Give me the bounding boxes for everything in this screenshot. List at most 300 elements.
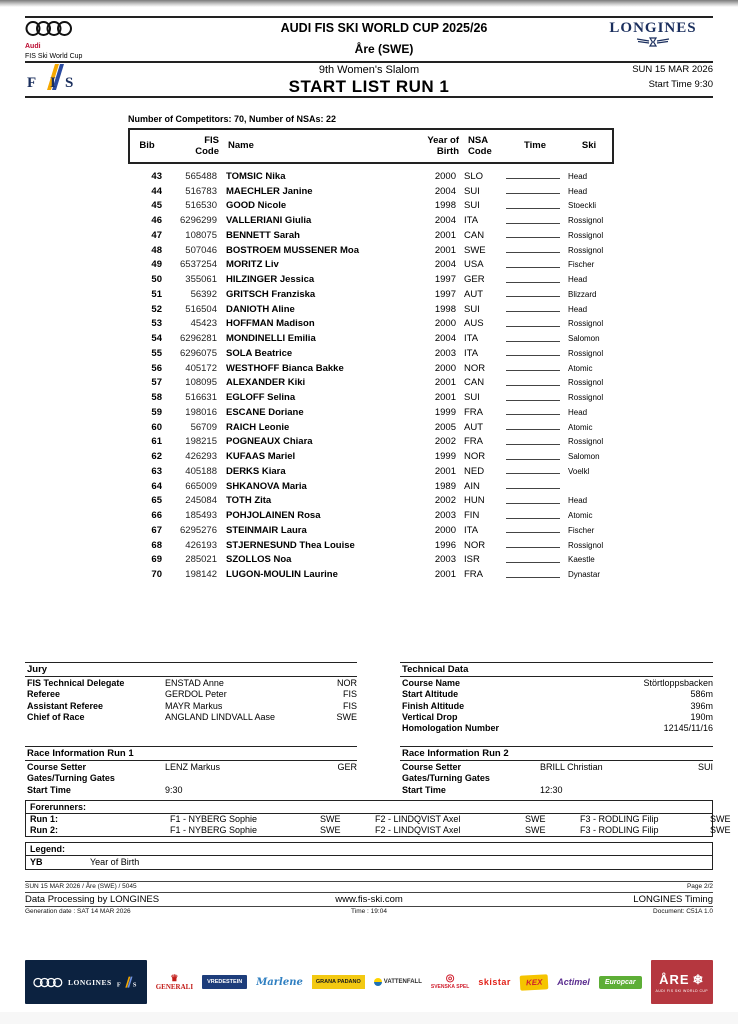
- competitor-name: SZOLLOS Noa: [226, 554, 292, 566]
- partner-logos: [156, 974, 642, 991]
- document-code: Document: C51A 1.0: [653, 908, 713, 915]
- competitor-row: [128, 435, 614, 450]
- ski-brand: Rossignol: [568, 245, 604, 255]
- sponsor-logo-skistar: skistar: [478, 977, 511, 987]
- nsa-code: CAN: [464, 377, 485, 389]
- fis-code: 516504: [185, 303, 217, 315]
- nsa-code: ITA: [464, 333, 479, 345]
- ski-brand: Dynastar: [568, 570, 601, 580]
- fis-code: 516530: [185, 200, 217, 212]
- time-blank-line: [506, 259, 560, 268]
- audi-brand-text: Audi: [25, 43, 41, 50]
- fis-code: 665009: [185, 480, 217, 492]
- document-title: START LIST RUN 1: [288, 77, 450, 96]
- nsa-code: SUI: [464, 303, 480, 315]
- forerunner-f2-nation: SWE: [525, 824, 546, 835]
- competitor-name: WESTHOFF Bianca Bakke: [226, 362, 344, 374]
- competitor-name: VALLERIANI Giulia: [226, 215, 312, 227]
- info-label: Start Time: [27, 784, 71, 795]
- are-sub-text: AUDI FIS SKI WORLD CUP: [655, 988, 709, 993]
- ski-brand: Rossignol: [568, 348, 604, 358]
- time-blank-line: [506, 524, 560, 533]
- ski-brand: Rossignol: [568, 437, 604, 447]
- bib-number: 52: [151, 303, 162, 315]
- date-time-block: [563, 64, 713, 95]
- year-of-birth: 1996: [434, 539, 456, 551]
- time-cell: [502, 274, 564, 286]
- jury-row: [25, 689, 357, 700]
- competitor-row: [128, 538, 614, 553]
- bib-number: 65: [151, 495, 162, 507]
- nsa-code: FRA: [464, 569, 483, 581]
- page-bottom-margin: [0, 1012, 738, 1024]
- audi-rings-icon: [25, 20, 73, 37]
- footer-line-1: [25, 883, 713, 890]
- ski-brand: Head: [568, 407, 588, 417]
- svenska-spel-icon: ◎: [445, 973, 455, 984]
- year-of-birth: 2002: [434, 495, 456, 507]
- ski-brand: Head: [568, 171, 588, 181]
- competitor-row: [128, 346, 614, 361]
- sponsor-label: GENERALI: [155, 982, 194, 991]
- competitor-name: RAICH Leonie: [226, 421, 290, 433]
- info-label: Course Name: [402, 678, 461, 688]
- competitor-row: [128, 553, 614, 568]
- competitor-row: [128, 302, 614, 317]
- fis-logo-icon: [25, 64, 77, 92]
- competitors-summary: Number of Competitors: 70, Number of NSAs: 22: [128, 114, 337, 124]
- bib-number: 50: [151, 274, 162, 286]
- are-host-logo: [651, 960, 713, 1004]
- nsa-code: SUI: [464, 200, 480, 212]
- svg-text:F: F: [27, 75, 37, 91]
- header-rule-top: [25, 16, 713, 18]
- ski-brand: Blizzard: [568, 289, 597, 299]
- fis-code: 198215: [185, 436, 217, 448]
- info-label: Referee: [27, 689, 61, 700]
- sponsor-logo-svenska: [431, 974, 469, 990]
- fis-code: 355061: [185, 274, 217, 286]
- snowflake-icon: ❄: [692, 971, 705, 987]
- svg-text:S: S: [65, 75, 74, 91]
- ski-brand: Head: [568, 275, 588, 285]
- forerunner-f2: F2 - LINDQVIST Axel: [375, 824, 461, 835]
- forerunner-run-label: Run 1:: [30, 814, 58, 824]
- competitor-row: [128, 390, 614, 405]
- ski-brand: Rossignol: [568, 319, 604, 329]
- technical-data-row: [400, 701, 713, 712]
- nsa-code: AUS: [464, 318, 484, 330]
- time-blank-line: [506, 392, 560, 401]
- time-cell: [502, 200, 564, 212]
- forerunner-row: [26, 824, 731, 836]
- bib-number: 51: [151, 288, 162, 300]
- header-titles: [175, 20, 593, 60]
- technical-data-row: [400, 678, 713, 689]
- forerunners-heading: Forerunners:: [26, 801, 712, 814]
- jury-row: [25, 712, 357, 723]
- bib-number: 58: [151, 392, 162, 404]
- time-blank-line: [506, 465, 560, 474]
- competitor-name: GOOD Nicole: [226, 200, 287, 212]
- are-wordmark: ÅRE: [659, 972, 690, 987]
- race-info-row: [25, 773, 357, 784]
- col-fis-code: FIS Code: [195, 134, 219, 157]
- time-blank-line: [506, 318, 560, 327]
- forerunner-f3-nation: SWE: [710, 814, 731, 824]
- time-blank-line: [506, 451, 560, 460]
- sponsor-logo-vattenfall: [374, 978, 422, 986]
- info-value: 12:30: [540, 784, 563, 795]
- info-label: Vertical Drop: [402, 711, 458, 722]
- competitor-row: [128, 479, 614, 494]
- ski-brand: Kaestle: [568, 555, 595, 565]
- sponsor-logo-kex: KEX: [519, 974, 548, 990]
- year-of-birth: 1999: [434, 406, 456, 418]
- technical-data-row: [400, 712, 713, 723]
- ski-brand: Rossignol: [568, 393, 604, 403]
- info-label: Assistant Referee: [27, 700, 104, 711]
- bib-number: 44: [151, 185, 162, 197]
- year-of-birth: 2004: [434, 333, 456, 345]
- info-label: Finish Altitude: [402, 700, 465, 711]
- year-of-birth: 2001: [434, 377, 456, 389]
- info-value: GERDOL Peter: [165, 689, 227, 700]
- competitor-name: SOLA Beatrice: [226, 347, 293, 359]
- svg-text:F: F: [117, 980, 122, 988]
- ski-brand: Fischer: [568, 525, 595, 535]
- info-nation: FIS: [342, 689, 357, 700]
- competitor-name: MAECHLER Janine: [226, 185, 313, 197]
- competitor-name: HILZINGER Jessica: [226, 274, 315, 286]
- info-value: Störtloppsbacken: [643, 678, 713, 688]
- year-of-birth: 2004: [434, 259, 456, 271]
- year-of-birth: 2001: [434, 465, 456, 477]
- ski-brand: Stoeckli: [568, 201, 597, 211]
- longines-sponsor-logo: LONGINES: [68, 977, 112, 987]
- competitor-name: POGNEAUX Chiara: [226, 436, 313, 448]
- info-value: 190m: [690, 711, 713, 722]
- sponsor-logo-europcar: Europcar: [599, 976, 642, 989]
- competitor-row: [128, 287, 614, 302]
- fis-code: 6537254: [180, 259, 217, 271]
- nsa-code: ITA: [464, 347, 479, 359]
- nsa-code: ITA: [464, 524, 479, 536]
- fis-code: 405172: [185, 362, 217, 374]
- forerunner-row: [26, 814, 731, 825]
- fis-code: 6295276: [180, 524, 217, 536]
- info-value: 586m: [690, 689, 713, 700]
- bib-number: 45: [151, 200, 162, 212]
- competitor-row: [128, 494, 614, 509]
- ski-brand: Salomon: [568, 452, 600, 462]
- info-label: FIS Technical Delegate: [27, 678, 125, 688]
- bib-number: 49: [151, 259, 162, 271]
- year-of-birth: 2000: [434, 362, 456, 374]
- competitor-row: [128, 199, 614, 214]
- fis-code: 6296281: [180, 333, 217, 345]
- jury-section: [25, 662, 357, 723]
- forerunner-f3: F3 - RODLING Filip: [580, 824, 659, 835]
- nsa-code: AUT: [464, 421, 483, 433]
- viewer-top-shadow: [0, 0, 738, 7]
- time-blank-line: [506, 170, 560, 179]
- col-time: Time: [523, 140, 546, 152]
- race-info-row: [400, 773, 713, 784]
- nsa-code: ITA: [464, 215, 479, 227]
- time-blank-line: [506, 303, 560, 312]
- info-label: Gates/Turning Gates: [402, 773, 490, 784]
- nsa-code: FRA: [464, 406, 483, 418]
- time-cell: [502, 451, 564, 463]
- info-nation: FIS: [342, 700, 357, 711]
- competitor-name: BOSTROEM MUSSENER Moa: [226, 244, 360, 256]
- fis-code: 245084: [185, 495, 217, 507]
- svg-text:I: I: [50, 75, 56, 91]
- nsa-code: NED: [464, 465, 485, 477]
- competitor-row: [128, 331, 614, 346]
- fis-code: 405188: [185, 465, 217, 477]
- competitor-name: POHJOLAINEN Rosa: [226, 510, 321, 522]
- competitor-name: TOTH Zita: [226, 495, 272, 507]
- year-of-birth: 2001: [434, 229, 456, 241]
- time-cell: [502, 392, 564, 404]
- ski-brand: Salomon: [568, 334, 600, 344]
- competitor-name: BENNETT Sarah: [226, 229, 300, 241]
- bib-number: 43: [151, 170, 162, 182]
- race-info-run2-section: [400, 746, 713, 796]
- competitor-row: [128, 420, 614, 435]
- sponsor-strip: [25, 958, 713, 1006]
- fis-website-link[interactable]: www.fis-ski.com: [335, 894, 403, 905]
- year-of-birth: 2005: [434, 421, 456, 433]
- info-label: Start Time: [402, 784, 446, 795]
- legend-row: [26, 856, 712, 869]
- bib-number: 63: [151, 465, 162, 477]
- competitor-row: [128, 169, 614, 184]
- fis-code: 56709: [190, 421, 217, 433]
- competitor-name: MONDINELLI Emilia: [226, 333, 316, 345]
- fis-code: 198142: [185, 569, 217, 581]
- col-name: Name: [228, 140, 254, 152]
- fis-code: 516631: [185, 392, 217, 404]
- time-blank-line: [506, 274, 560, 283]
- col-bib: Bib: [139, 140, 155, 152]
- nsa-code: NOR: [464, 539, 486, 551]
- nsa-code: NOR: [464, 362, 486, 374]
- sponsor-label: SVENSKA SPEL: [430, 984, 470, 990]
- info-label: Course Setter: [27, 762, 87, 772]
- world-cup-sponsor-box: [25, 960, 147, 1004]
- time-cell: [502, 569, 564, 581]
- fis-code: 108095: [185, 377, 217, 389]
- year-of-birth: 2004: [434, 185, 456, 197]
- generali-lion-icon: ♛: [170, 972, 179, 983]
- competitor-name: DERKS Kiara: [226, 465, 286, 477]
- info-value: MAYR Markus: [165, 700, 223, 711]
- time-cell: [502, 406, 564, 418]
- bib-number: 55: [151, 347, 162, 359]
- year-of-birth: 2001: [434, 569, 456, 581]
- time-cell: [502, 318, 564, 330]
- footer-rule-1: [25, 881, 713, 882]
- col-ski: Ski: [581, 140, 597, 152]
- jury-row: [25, 678, 357, 689]
- competitor-row: [128, 213, 614, 228]
- fis-code: 198016: [185, 406, 217, 418]
- year-of-birth: 1998: [434, 303, 456, 315]
- bib-number: 54: [151, 333, 162, 345]
- time-blank-line: [506, 480, 560, 489]
- time-blank-line: [506, 510, 560, 519]
- race-date: SUN 15 MAR 2026: [632, 64, 713, 75]
- forerunner-f1-nation: SWE: [320, 824, 341, 835]
- legend-meaning: Year of Birth: [90, 857, 140, 867]
- race-info-row: [25, 785, 357, 796]
- year-of-birth: 2001: [434, 244, 456, 256]
- footer-rule-3: [25, 906, 713, 907]
- info-value: 396m: [690, 700, 713, 711]
- nsa-code: SLO: [464, 170, 484, 182]
- time-cell: [502, 495, 564, 507]
- time-blank-line: [506, 362, 560, 371]
- competitor-name: ESCANE Doriane: [226, 406, 304, 418]
- nsa-code: USA: [464, 259, 484, 271]
- time-cell: [502, 244, 564, 256]
- svg-text:S: S: [133, 980, 137, 988]
- info-value: [540, 773, 677, 784]
- start-list-body: [128, 169, 614, 582]
- time-blank-line: [506, 539, 560, 548]
- event-location: Åre (SWE): [354, 42, 414, 56]
- competitor-name: SHKANOVA Maria: [226, 480, 307, 492]
- forerunner-f2-nation: SWE: [525, 814, 546, 824]
- ski-brand: Head: [568, 304, 588, 314]
- nsa-code: CAN: [464, 229, 485, 241]
- header-rule-mid: [25, 61, 713, 63]
- time-cell: [502, 554, 564, 566]
- year-of-birth: 1997: [434, 274, 456, 286]
- footer-rule-2: [25, 892, 713, 893]
- fis-code: 185493: [185, 510, 217, 522]
- longines-logo-block: [593, 20, 713, 60]
- time-cell: [502, 436, 564, 448]
- competitor-row: [128, 243, 614, 258]
- competitor-row: [128, 567, 614, 582]
- ski-brand: Atomic: [568, 422, 593, 432]
- info-value: ANGLAND LINDVALL Aase: [165, 711, 276, 722]
- technical-data-section: [400, 662, 713, 734]
- bib-number: 47: [151, 229, 162, 241]
- year-of-birth: 1999: [434, 451, 456, 463]
- ski-brand: Atomic: [568, 511, 593, 521]
- legend-box: [25, 842, 713, 870]
- nsa-code: SWE: [464, 244, 486, 256]
- audi-sub-text: FIS Ski World Cup: [25, 52, 83, 60]
- time-blank-line: [506, 333, 560, 342]
- competitor-name: GRITSCH Franziska: [226, 288, 316, 300]
- info-nation: [321, 773, 357, 784]
- competitor-name: LUGON-MOULIN Laurine: [226, 569, 338, 581]
- info-value: [165, 773, 321, 784]
- time-blank-line: [506, 406, 560, 415]
- generation-time: Time : 19:04: [351, 908, 387, 915]
- time-cell: [502, 347, 564, 359]
- competitor-name: KUFAAS Mariel: [226, 451, 296, 463]
- winged-hourglass-icon: [636, 37, 670, 50]
- timing-credit: LONGINES Timing: [633, 894, 713, 905]
- competitor-row: [128, 405, 614, 420]
- info-label: Start Altitude: [402, 689, 459, 700]
- year-of-birth: 1998: [434, 200, 456, 212]
- sponsor-logo-vredestein: VREDESTEIN: [202, 975, 247, 989]
- competitor-name: ALEXANDER Kiki: [226, 377, 306, 389]
- sponsor-logo-marlene: Marlene: [256, 976, 303, 988]
- time-cell: [502, 524, 564, 536]
- ski-brand: Fischer: [568, 260, 595, 270]
- ski-brand: Voelkl: [568, 466, 590, 476]
- nsa-code: GER: [464, 274, 485, 286]
- fis-code: 45423: [190, 318, 217, 330]
- col-year-of-birth: Year of Birth: [427, 134, 459, 157]
- time-cell: [502, 421, 564, 433]
- info-value: 9:30: [165, 784, 183, 795]
- info-label: Course Setter: [402, 762, 462, 772]
- fis-code: 426193: [185, 539, 217, 551]
- nsa-code: SUI: [464, 392, 480, 404]
- bib-number: 53: [151, 318, 162, 330]
- fis-code: 507046: [185, 244, 217, 256]
- fis-code: 56392: [190, 288, 217, 300]
- competitor-name: STJERNESUND Thea Louise: [226, 539, 355, 551]
- race-info-run1-section: [25, 746, 357, 796]
- vattenfall-circle-icon: [374, 978, 382, 986]
- time-cell: [502, 185, 564, 197]
- competitor-row: [128, 228, 614, 243]
- time-cell: [502, 333, 564, 345]
- ski-brand: Rossignol: [568, 216, 604, 226]
- longines-logo: LONGINES: [609, 20, 697, 36]
- time-cell: [502, 377, 564, 389]
- info-value: ENSTAD Anne: [165, 678, 224, 688]
- generation-date: Generation date : SAT 14 MAR 2026: [25, 908, 131, 915]
- ski-brand: Head: [568, 496, 588, 506]
- time-blank-line: [506, 244, 560, 253]
- col-nsa-code: NSA Code: [468, 134, 492, 157]
- info-value: BRILL Christian: [540, 762, 603, 772]
- competitor-row: [128, 184, 614, 199]
- forerunners-box: [25, 800, 731, 837]
- fis-code: 6296075: [180, 347, 217, 359]
- time-blank-line: [506, 495, 560, 504]
- nsa-code: AIN: [464, 480, 480, 492]
- competitor-name: TOMSIC Nika: [226, 170, 286, 182]
- info-nation: SUI: [697, 762, 713, 772]
- sponsor-label: VATTENFALL: [383, 979, 422, 985]
- start-list-header: [128, 128, 614, 164]
- bib-number: 61: [151, 436, 162, 448]
- time-cell: [502, 539, 564, 551]
- fis-code: 108075: [185, 229, 217, 241]
- bib-number: 59: [151, 406, 162, 418]
- competitor-name: STEINMAIR Laura: [226, 524, 307, 536]
- fis-logo-block: [25, 64, 175, 95]
- year-of-birth: 2001: [434, 392, 456, 404]
- fis-code: 285021: [185, 554, 217, 566]
- competitor-row: [128, 317, 614, 332]
- time-blank-line: [506, 215, 560, 224]
- time-blank-line: [506, 554, 560, 563]
